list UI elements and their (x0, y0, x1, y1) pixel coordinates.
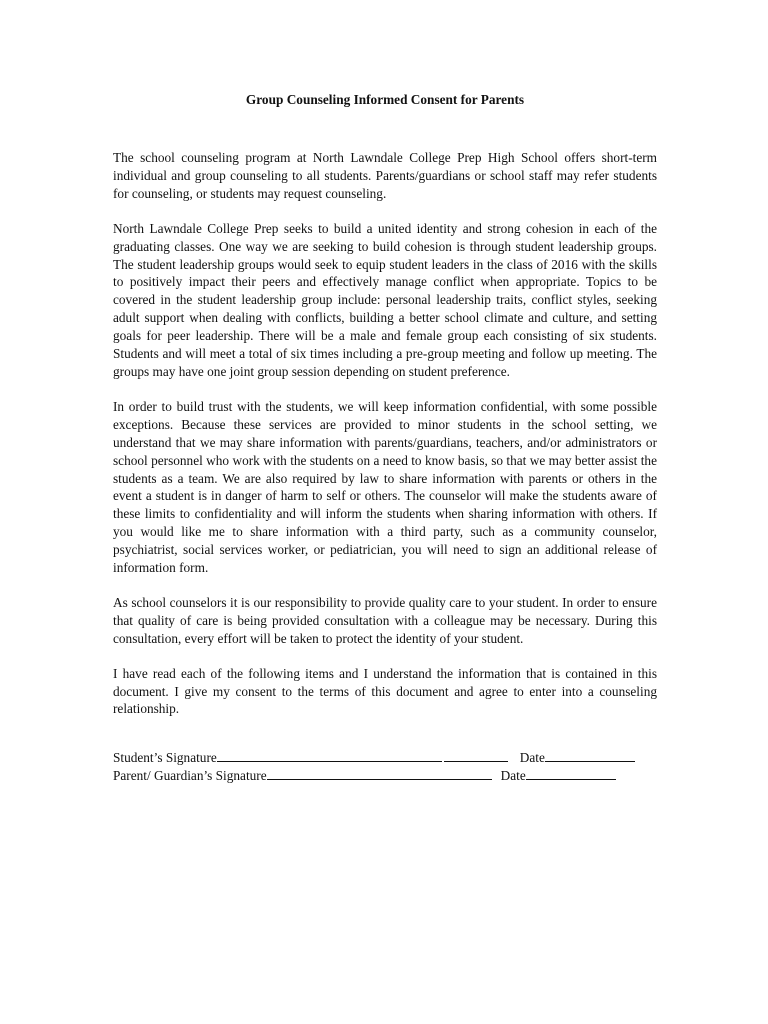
student-signature-label: Student’s Signature (113, 750, 217, 766)
student-signature-row (113, 748, 657, 766)
parent-signature-label: Parent/ Guardian’s Signature (113, 768, 267, 784)
student-date-line[interactable] (545, 748, 635, 762)
parent-date-line[interactable] (526, 766, 616, 780)
parent-signature-row (113, 766, 657, 784)
paragraph-leadership-groups: North Lawndale College Prep seeks to build a united identity and strong cohesion in each of the graduating classes. One way we are seeking to build cohesion is through student leadership groups. The student leadership groups would seek to equip student leaders in the class of 2016 with the skills to positively impact their peers and effectively manage conflict when appropriate. Topics to be covered in the student leadership group include: personal leadership traits, conflict styles, seeking adult support when dealing with conflicts, building a better school climate and culture, and setting goals for peer leadership. There will be a male and female group each consisting of six students. Students and will meet a total of six times including a pre-group meeting and follow up meeting. The groups may have one joint group session depending on student preference. (113, 220, 657, 379)
document-title: Group Counseling Informed Consent for Parents (245, 92, 525, 107)
paragraph-confidentiality: In order to build trust with the students, we will keep information confidential, with some possible exceptions. Because these services are provided to minor students in the school setting, we understand that we may share information with parents/guardians, teachers, and/or administrators or school personnel who work with the students on a need to know basis, so that we may better assist the students as a team. We are also required by law to share information with parents or others in the event a student is in danger of harm to self or others. The counselor will make the students aware of these limits to confidentiality and will inform the students when sharing information with others. If you would like me to share information with a third party, such as a community counselor, psychiatrist, social services worker, or pediatrician, you will need to sign an additional release of information form. (113, 398, 657, 576)
student-date-label: Date (519, 750, 545, 766)
student-signature-line-extension[interactable] (444, 748, 508, 762)
paragraph-program-intro: The school counseling program at North Lawndale College Prep High School offers short-term individual and group counseling to all students. Parents/guardians or school staff may refer students for counseling, or students may request counseling. (113, 150, 657, 201)
signature-block (113, 748, 657, 784)
paragraph-consultation: As school counselors it is our responsibility to provide quality care to your student. In order to ensure that quality of care is being provided consultation with a colleague may be necessary. During this consultation, every effort will be taken to protect the identity of your student. (113, 594, 657, 646)
document-page (113, 91, 657, 784)
paragraph-consent-statement: I have read each of the following items and I understand the information that is contained in this document. I give my consent to the terms of this document and agree to enter into a counseling relationship. (113, 665, 657, 717)
student-signature-line[interactable] (217, 748, 442, 762)
parent-date-label: Date (500, 768, 526, 784)
parent-signature-line[interactable] (267, 766, 492, 780)
